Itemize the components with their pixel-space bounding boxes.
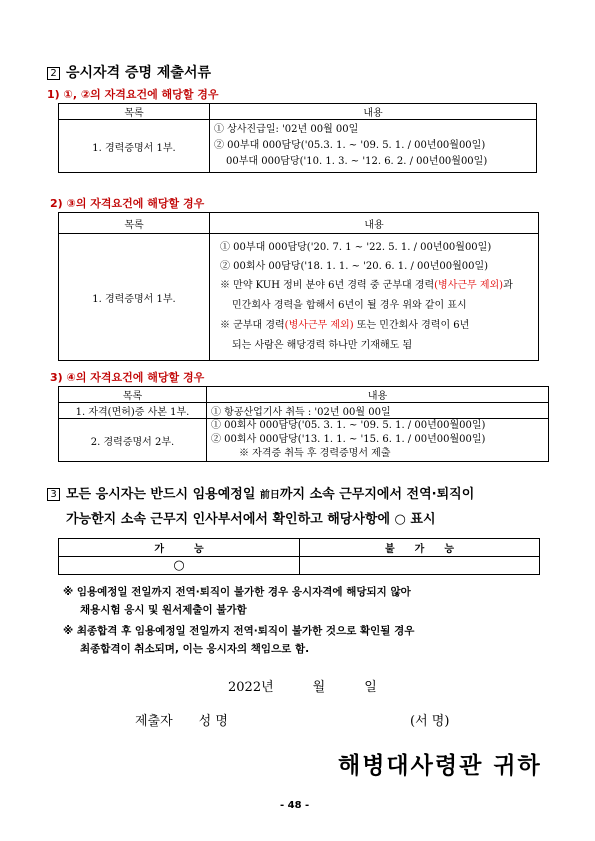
availability-table [58,538,540,575]
content-line: ② 00회사 000담당('13. 1. 1. ~ '15. 6. 1. / 00년00월00일) [211,434,486,445]
row-content-cell [210,120,537,173]
row-list-cell: 2. 경력증명서 2부. [59,419,207,462]
group2-table [58,212,539,361]
table-row [59,557,540,575]
content-line: 00부대 000담당('10. 1. 3. ~ '12. 6. 2. / 00년00월00일) [226,156,488,167]
warning-2: ※ 최종합격 후 임용예정일 전일까지 전역·퇴직이 불가한 것으로 확인될 경우 최종합격이 취소되며, 이는 응시자의 책임으로 함. [63,625,415,655]
table-row [59,419,549,462]
section3-line: 가능한지 소속 근무지 인사부서에서 확인하고 해당사항에 ○ 표시 [66,512,436,527]
note-line: ※ 군부대 경력(병사근무 제외) 또는 민간회사 경력이 6년 [220,320,470,331]
col-content-header: 내용 [210,213,539,234]
table-header-row [59,213,539,234]
table-row [59,120,537,173]
note-line: 되는 사람은 해당경력 하나만 기재해도 됨 [232,340,413,351]
page-number: - 48 - [280,800,310,811]
col-list-header: 목록 [59,104,210,120]
content-line: ① 00부대 000담당('20. 7. 1 ~ '22. 5. 1. / 00년00월00일) [220,242,492,253]
group3-heading: 3) ④의 자격요건에 해당할 경우 [50,371,205,384]
col-list-header: 목록 [59,387,207,403]
possible-mark-cell[interactable]: ○ [59,557,300,575]
recipient: 해병대사령관 귀하 [338,753,542,779]
row-list-cell: 1. 경력증명서 1부. [59,234,210,361]
row-list-cell: 1. 경력증명서 1부. [59,120,210,173]
row-content-cell [210,234,539,361]
row-content-cell: ① 항공산업기사 취득 : '02년 00월 00일 [207,403,549,419]
table-header-row [59,387,549,403]
table-row [59,234,539,361]
section2-number: 2 [47,67,60,80]
row-list-cell: 1. 자격(면허)증 사본 1부. [59,403,207,419]
group2-heading: 2) ③의 자격요건에 해당할 경우 [50,197,205,210]
group1-heading: 1) ①, ②의 자격요건에 해당할 경우 [47,88,219,101]
col-list-header: 목록 [59,213,210,234]
table-row [59,403,549,419]
impossible-mark-cell[interactable] [300,557,540,575]
table-header-row [59,104,537,120]
content-line: ② 00부대 000담당('05.3. 1. ~ '09. 5. 1. / 00년00월00일) [214,140,486,151]
section2-title [47,62,211,82]
group1-table [58,103,537,173]
section2-title-text: 응시자격 증명 제출서류 [66,65,211,81]
section3-line: 3 모든 응시자는 반드시 임용예정일 前日까지 소속 근무지에서 전역·퇴직이 [47,483,567,508]
section3-number: 3 [47,488,60,501]
content-line: ※ 자격증 취득 후 경력증명서 제출 [239,448,391,459]
row-content-cell [207,419,549,462]
content-line: ① 00회사 000담당('05. 3. 1. ~ '09. 5. 1. / 00년00월00일) [211,420,486,431]
content-line: ② 00회사 00담당('18. 1. 1. ~ '20. 6. 1. / 00년00월00일) [220,261,489,272]
warning-1: ※ 임용예정일 전일까지 전역·퇴직이 불가한 경우 응시자격에 해당되지 않아 채용시험 응시 및 원서제출이 불가함 [63,586,411,616]
group3-table [58,386,549,462]
col-possible-header: 가 능 [59,539,300,557]
note-line: ※ 만약 KUH 정비 분야 6년 경력 중 군부대 경력(병사근무 제외)과 [220,280,513,291]
signature-mark: (서 명) [410,714,450,729]
col-content-header: 내용 [207,387,549,403]
col-content-header: 내용 [210,104,537,120]
section3-text [47,483,567,532]
content-line: ① 상사진급일: '02년 00월 00일 [214,124,359,135]
note-line: 민간회사 경력을 합해서 6년이 될 경우 위와 같이 표시 [232,300,467,311]
signature-date: 2022년 월 일 [228,680,377,695]
col-impossible-header: 불 가 능 [300,539,540,557]
table-header-row [59,539,540,557]
submitter-name-label: 제출자 성 명 [135,714,228,729]
